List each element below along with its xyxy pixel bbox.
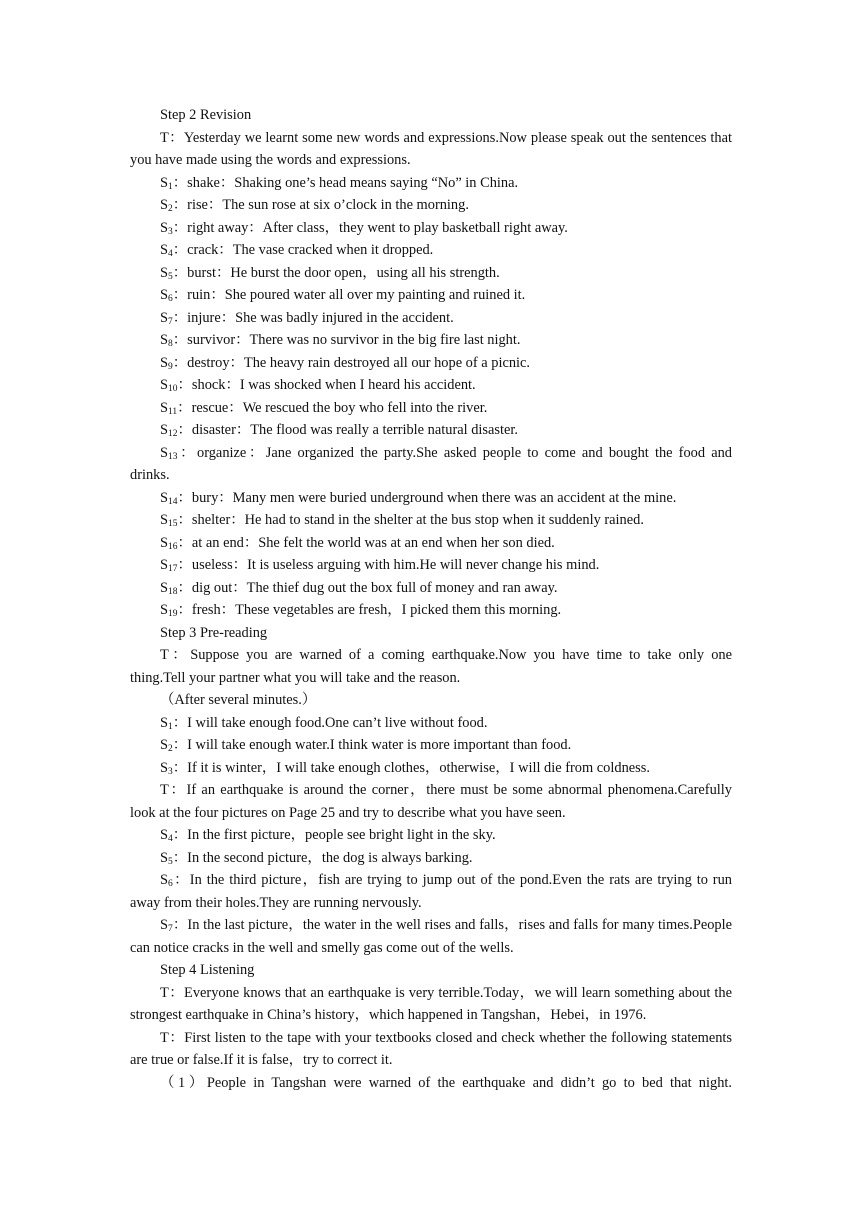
paragraph-text: ：useless：It is useless arguing with him.He will never change his mind. [177, 557, 600, 573]
speaker-label: S [160, 422, 169, 438]
paragraph [130, 442, 732, 487]
speaker-number: 18 [168, 586, 178, 597]
speaker-label: S [160, 332, 169, 348]
paragraph [130, 644, 732, 689]
paragraph-text: ：shake：Shaking one’s head means saying “No” in China. [172, 174, 519, 191]
paragraph-text: ：I will take enough water.I think water is more important than food. [172, 737, 572, 753]
paragraph-text: ：shelter：He had to stand in the shelter at the bus stop when it suddenly rained. [177, 512, 644, 528]
paragraph-text: ：In the second picture，the dog is always barking. [172, 849, 473, 866]
speaker-label: S [160, 737, 169, 753]
paragraph [130, 869, 732, 914]
speaker-number: 9 [168, 361, 173, 372]
speaker-number: 7 [168, 924, 173, 934]
speaker-number: 3 [168, 226, 173, 237]
speaker-label: S [160, 174, 169, 191]
speaker-number: 14 [168, 496, 178, 507]
paragraph [130, 352, 732, 375]
document-body [130, 104, 732, 1094]
paragraph-text: T：If an earthquake is around the corner，there must be some abnormal phenomena.Carefully look at the four pictures on Page 25 and try to describe what you have seen. [130, 782, 732, 821]
speaker-label: S [160, 557, 169, 573]
paragraph-text: ：destroy：The heavy rain destroyed all our hope of a picnic. [172, 354, 531, 371]
speaker-label: S [160, 309, 169, 326]
paragraph-text: ：survivor：There was no survivor in the big fire last night. [172, 332, 521, 348]
paragraph [130, 307, 732, 330]
paragraph [130, 217, 732, 240]
speaker-label: S [160, 512, 169, 528]
paragraph [130, 959, 732, 982]
paragraph-text: ：injure：She was badly injured in the accident. [172, 309, 454, 326]
paragraph-text: ：In the third picture，fish are trying to jump out of the pond.Even the rats are trying to run away from their holes.They are running nervously. [130, 872, 732, 911]
paragraph [130, 712, 732, 735]
speaker-number: 19 [168, 609, 178, 619]
speaker-label: S [160, 377, 169, 393]
speaker-number: 4 [168, 249, 173, 259]
speaker-number: 2 [168, 204, 173, 214]
speaker-label: S [160, 714, 169, 731]
speaker-number: 1 [168, 181, 173, 192]
paragraph-text: （1）People in Tangshan were warned of the earthquake and didn’t go to bed that night. [160, 1074, 732, 1091]
speaker-number: 6 [168, 879, 173, 889]
speaker-label: S [160, 759, 169, 776]
speaker-number: 8 [168, 339, 173, 349]
speaker-label: S [160, 872, 169, 888]
paragraph [130, 329, 732, 352]
paragraph-text: Step 4 Listening [160, 962, 255, 978]
paragraph [130, 239, 732, 262]
paragraph [130, 757, 732, 780]
paragraph [130, 1027, 732, 1072]
paragraph-text: ：burst：He burst the door open，using all his strength. [172, 264, 500, 281]
speaker-label: S [160, 399, 169, 416]
paragraph-text: ：dig out：The thief dug out the box full of money and ran away. [177, 579, 558, 596]
paragraph [130, 599, 732, 622]
paragraph [130, 532, 732, 555]
paragraph [130, 734, 732, 757]
speaker-label: S [160, 287, 169, 303]
paragraph [130, 914, 732, 959]
speaker-label: S [160, 917, 169, 933]
speaker-label: S [160, 354, 169, 371]
paragraph [130, 509, 732, 532]
speaker-number: 5 [168, 856, 173, 867]
paragraph-text: ：shock：I was shocked when I heard his accident. [177, 377, 476, 393]
speaker-number: 15 [168, 519, 178, 529]
paragraph-text: Step 2 Revision [160, 107, 252, 123]
paragraph [130, 554, 732, 577]
paragraph-text: T：Everyone knows that an earthquake is very terrible.Today，we will learn something about the strongest earthquake in China’s history，which happened in Tangshan，Hebei，in 1976. [130, 984, 732, 1023]
speaker-number: 12 [168, 429, 178, 439]
speaker-label: S [160, 489, 169, 506]
speaker-label: S [160, 534, 169, 551]
speaker-label: S [160, 242, 169, 258]
paragraph-text: ：In the first picture，people see bright light in the sky. [172, 827, 496, 843]
speaker-number: 4 [168, 834, 173, 844]
speaker-number: 3 [168, 766, 173, 777]
speaker-label: S [160, 849, 169, 866]
paragraph [130, 397, 732, 420]
paragraph [130, 172, 732, 195]
paragraph [130, 262, 732, 285]
paragraph [130, 622, 732, 645]
paragraph-text: （After several minutes.） [160, 692, 317, 708]
paragraph-text: ：right away：After class，they went to play basketball right away. [172, 219, 568, 236]
speaker-label: S [160, 602, 169, 618]
paragraph-text: T：First listen to the tape with your textbooks closed and check whether the following statements are true or false.If it is false，try to correct it. [130, 1029, 732, 1068]
paragraph-text: ：bury：Many men were buried underground when there was an accident at the mine. [177, 489, 677, 506]
speaker-number: 6 [168, 294, 173, 304]
paragraph-text: ：If it is winter，I will take enough clothes，otherwise，I will die from coldness. [172, 759, 650, 776]
speaker-label: S [160, 264, 169, 281]
paragraph [130, 487, 732, 510]
paragraph-text: T：Suppose you are warned of a coming earthquake.Now you have time to take only one thing.Tell your partner what you will take and the reason. [130, 647, 732, 686]
paragraph-text: T：Yesterday we learnt some new words and expressions.Now please speak out the sentences that you have made using the words and expressions. [130, 129, 732, 168]
speaker-number: 1 [168, 721, 173, 732]
paragraph-text: ：I will take enough food.One can’t live without food. [172, 714, 488, 731]
speaker-number: 10 [168, 384, 178, 394]
speaker-label: S [160, 444, 169, 461]
speaker-number: 11 [168, 406, 178, 417]
paragraph-text: ：organize：Jane organized the party.She asked people to come and bought the food and drinks. [130, 444, 732, 483]
paragraph [130, 284, 732, 307]
paragraph [130, 127, 732, 172]
paragraph [130, 847, 732, 870]
paragraph [130, 577, 732, 600]
speaker-number: 17 [168, 564, 178, 574]
speaker-number: 5 [168, 271, 173, 282]
paragraph [130, 689, 732, 712]
paragraph [130, 982, 732, 1027]
paragraph [130, 104, 732, 127]
paragraph-text: ：rise：The sun rose at six o’clock in the morning. [172, 197, 469, 213]
paragraph-text: ：crack：The vase cracked when it dropped. [172, 242, 434, 258]
paragraph [130, 779, 732, 824]
speaker-number: 16 [168, 541, 178, 552]
speaker-label: S [160, 827, 169, 843]
paragraph-text: ：disaster：The flood was really a terrible natural disaster. [177, 422, 518, 438]
paragraph [130, 374, 732, 397]
paragraph-text: Step 3 Pre-reading [160, 624, 268, 641]
speaker-label: S [160, 197, 169, 213]
paragraph-text: ：rescue：We rescued the boy who fell into the river. [177, 399, 488, 416]
speaker-number: 2 [168, 744, 173, 754]
speaker-number: 7 [168, 316, 173, 327]
speaker-number: 13 [168, 451, 178, 462]
paragraph-text: ：fresh：These vegetables are fresh，I picked them this morning. [177, 602, 562, 618]
paragraph [130, 1072, 732, 1095]
paragraph-text: ：ruin：She poured water all over my painting and ruined it. [172, 287, 526, 303]
speaker-label: S [160, 579, 169, 596]
paragraph-text: ：In the last picture，the water in the well rises and falls，rises and falls for many times.People can notice cracks in the well and smelly gas come out of the wells. [130, 917, 732, 956]
paragraph [130, 824, 732, 847]
paragraph [130, 194, 732, 217]
paragraph [130, 419, 732, 442]
paragraph-text: ：at an end：She felt the world was at an end when her son died. [177, 534, 555, 551]
speaker-label: S [160, 219, 169, 236]
